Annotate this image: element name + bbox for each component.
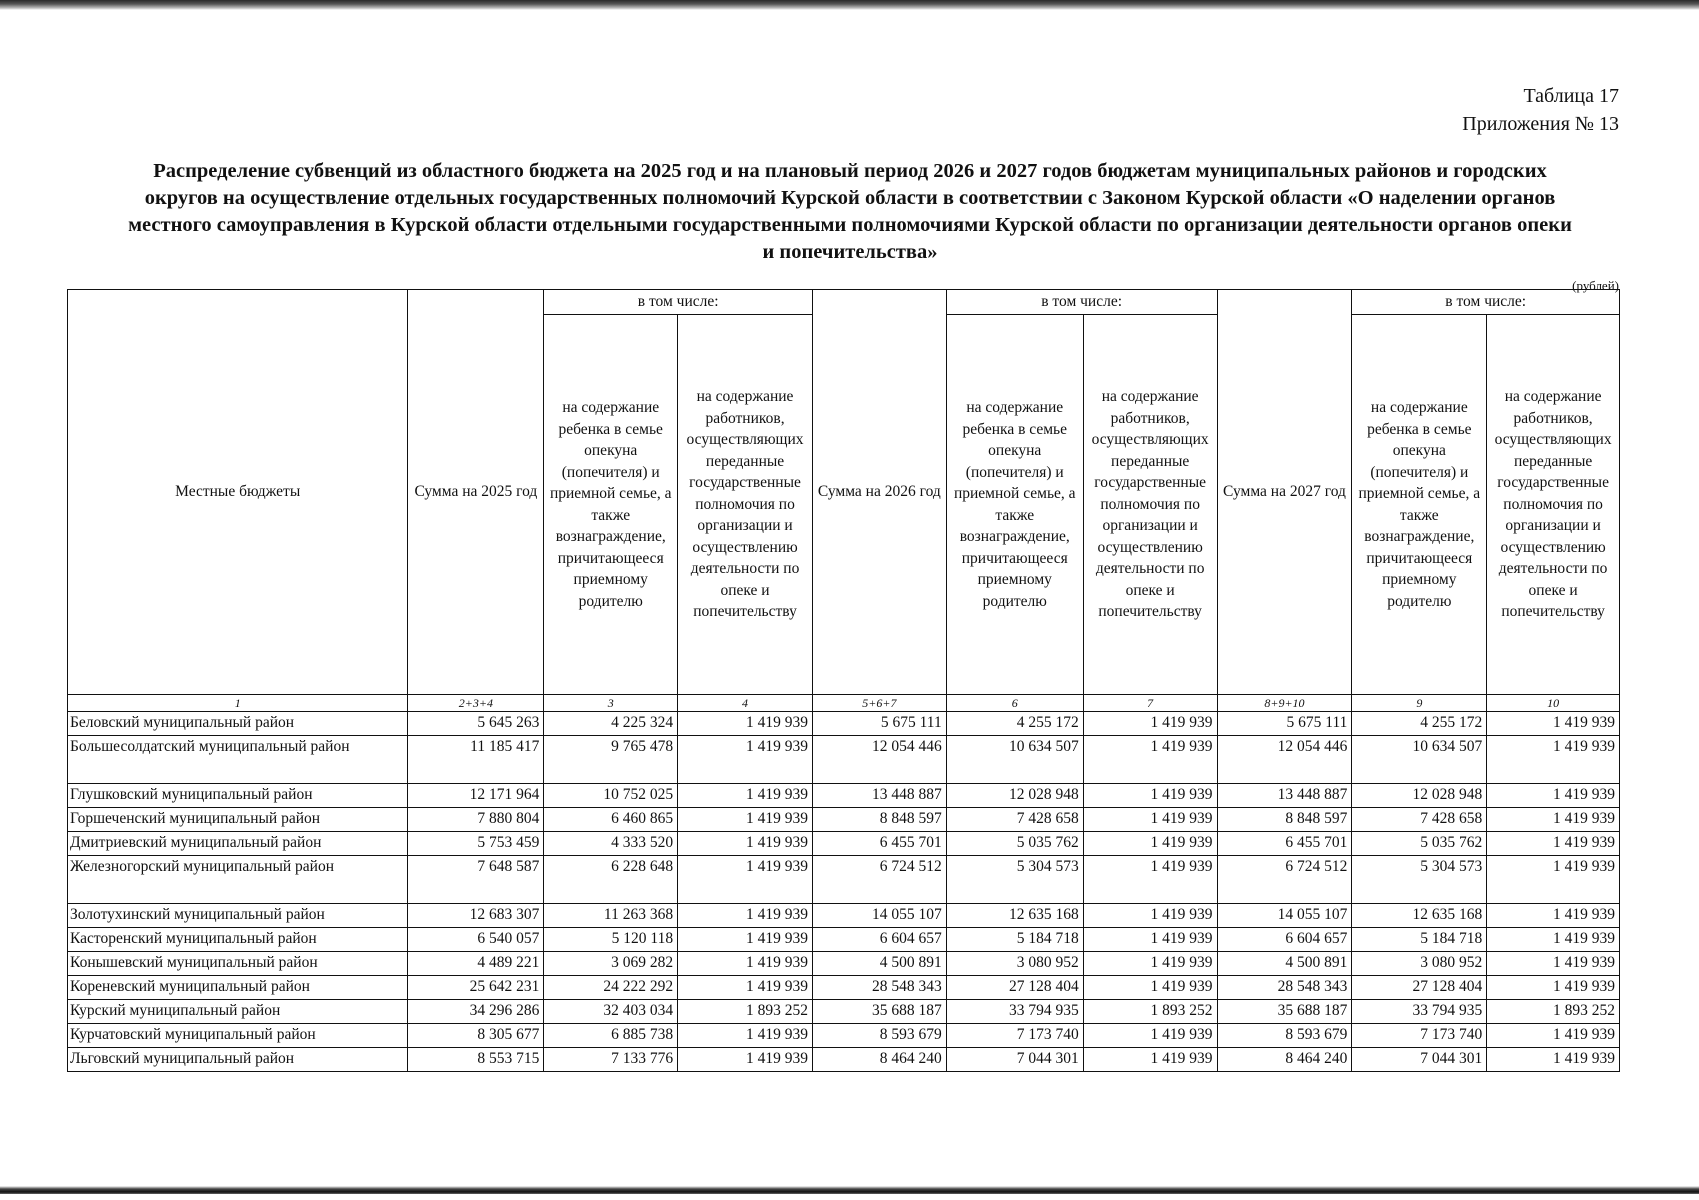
header-including-2026: в том числе:	[946, 290, 1217, 315]
row-amount: 7 044 301	[946, 1048, 1083, 1072]
title-line: округов на осуществление отдельных государственных полномочий Курской области в соответствии с Законом Курской области «О наделении органов	[144, 187, 1556, 209]
row-amount: 1 419 939	[1083, 712, 1217, 736]
title-line: Распределение субвенций из областного бюджета на 2025 год и на плановый период 2026 и 2027 годов бюджетам муниципальных районов и городских	[153, 160, 1547, 182]
row-amount: 33 794 935	[1352, 1000, 1487, 1024]
row-amount: 10 634 507	[1352, 736, 1487, 784]
column-number: 1	[68, 695, 408, 712]
column-number: 7	[1083, 695, 1217, 712]
row-budget-name: Льговский муниципальный район	[68, 1048, 408, 1072]
table-row	[68, 784, 1620, 808]
column-number: 3	[544, 695, 678, 712]
row-amount: 1 419 939	[678, 952, 813, 976]
row-amount: 4 255 172	[946, 712, 1083, 736]
header-sum-2026: Сумма на 2026 год	[812, 290, 946, 695]
row-amount: 5 304 573	[946, 856, 1083, 904]
row-amount: 4 500 891	[812, 952, 946, 976]
column-number: 5+6+7	[812, 695, 946, 712]
row-amount: 1 419 939	[1487, 1048, 1620, 1072]
row-amount: 1 419 939	[1487, 712, 1620, 736]
row-amount: 34 296 286	[408, 1000, 544, 1024]
row-amount: 1 419 939	[678, 808, 813, 832]
row-amount: 6 604 657	[1217, 928, 1352, 952]
row-budget-name: Глушковский муниципальный район	[68, 784, 408, 808]
row-amount: 5 645 263	[408, 712, 544, 736]
row-amount: 1 419 939	[1487, 832, 1620, 856]
row-amount: 3 069 282	[544, 952, 678, 976]
row-amount: 8 553 715	[408, 1048, 544, 1072]
row-amount: 5 675 111	[812, 712, 946, 736]
row-amount: 1 419 939	[678, 736, 813, 784]
header-sum-2027: Сумма на 2027 год	[1217, 290, 1352, 695]
row-amount: 1 419 939	[1487, 928, 1620, 952]
row-budget-name: Дмитриевский муниципальный район	[68, 832, 408, 856]
row-amount: 8 593 679	[1217, 1024, 1352, 1048]
header-staff-upkeep-2026: на содержание работников, осуществляющих переданные государственные полномочия по организации и осуществлению деятельности по опеке и попечительству	[1083, 315, 1217, 695]
row-amount: 3 080 952	[1352, 952, 1487, 976]
row-amount: 12 683 307	[408, 904, 544, 928]
row-amount: 1 419 939	[1083, 952, 1217, 976]
column-number-row	[68, 695, 1620, 712]
row-budget-name: Касторенский муниципальный район	[68, 928, 408, 952]
row-amount: 5 120 118	[544, 928, 678, 952]
table-reference	[1462, 82, 1619, 138]
row-amount: 3 080 952	[946, 952, 1083, 976]
row-amount: 12 054 446	[1217, 736, 1352, 784]
header-staff-upkeep-2027: на содержание работников, осуществляющих переданные государственные полномочия по организации и осуществлению деятельности по опеке и попечительству	[1487, 315, 1620, 695]
row-budget-name: Горшеченский муниципальный район	[68, 808, 408, 832]
column-number: 9	[1352, 695, 1487, 712]
row-amount: 6 460 865	[544, 808, 678, 832]
row-amount: 1 419 939	[1487, 736, 1620, 784]
table-row	[68, 736, 1620, 784]
header-local-budgets: Местные бюджеты	[68, 290, 408, 695]
table-row	[68, 928, 1620, 952]
row-amount: 4 225 324	[544, 712, 678, 736]
appendix-label: Приложения № 13	[1462, 113, 1619, 135]
row-budget-name: Железногорский муниципальный район	[68, 856, 408, 904]
table-row	[68, 976, 1620, 1000]
units-note: (рублей)	[1572, 278, 1619, 293]
row-amount: 1 419 939	[1083, 784, 1217, 808]
row-amount: 6 885 738	[544, 1024, 678, 1048]
row-amount: 1 419 939	[678, 928, 813, 952]
row-amount: 1 419 939	[1487, 952, 1620, 976]
row-amount: 10 634 507	[946, 736, 1083, 784]
scan-edge-bottom	[0, 1186, 1699, 1194]
row-amount: 12 635 168	[946, 904, 1083, 928]
row-amount: 1 893 252	[678, 1000, 813, 1024]
row-amount: 7 133 776	[544, 1048, 678, 1072]
row-amount: 35 688 187	[1217, 1000, 1352, 1024]
subvention-table	[67, 289, 1620, 1072]
row-amount: 8 593 679	[812, 1024, 946, 1048]
row-amount: 1 419 939	[1083, 976, 1217, 1000]
row-amount: 1 419 939	[1083, 1048, 1217, 1072]
row-amount: 5 184 718	[946, 928, 1083, 952]
column-number: 10	[1487, 695, 1620, 712]
row-amount: 6 540 057	[408, 928, 544, 952]
row-amount: 4 489 221	[408, 952, 544, 976]
table-row	[68, 712, 1620, 736]
row-amount: 13 448 887	[812, 784, 946, 808]
row-budget-name: Кореневский муниципальный район	[68, 976, 408, 1000]
header-child-upkeep-2025: на содержание ребенка в семье опекуна (попечителя) и приемной семье, а также вознаграждение, причитающееся приемному родителю	[544, 315, 678, 695]
table-row	[68, 1000, 1620, 1024]
row-amount: 1 419 939	[678, 784, 813, 808]
row-amount: 27 128 404	[1352, 976, 1487, 1000]
row-amount: 1 419 939	[1083, 736, 1217, 784]
row-amount: 1 419 939	[678, 712, 813, 736]
row-amount: 5 753 459	[408, 832, 544, 856]
row-budget-name: Конышевский муниципальный район	[68, 952, 408, 976]
row-amount: 4 333 520	[544, 832, 678, 856]
table-row	[68, 832, 1620, 856]
row-amount: 5 184 718	[1352, 928, 1487, 952]
row-amount: 11 185 417	[408, 736, 544, 784]
column-number: 4	[678, 695, 813, 712]
row-amount: 7 428 658	[1352, 808, 1487, 832]
row-amount: 14 055 107	[812, 904, 946, 928]
row-amount: 12 028 948	[946, 784, 1083, 808]
header-including-2025: в том числе:	[544, 290, 813, 315]
row-budget-name: Большесолдатский муниципальный район	[68, 736, 408, 784]
row-amount: 25 642 231	[408, 976, 544, 1000]
row-budget-name: Беловский муниципальный район	[68, 712, 408, 736]
row-amount: 9 765 478	[544, 736, 678, 784]
row-amount: 27 128 404	[946, 976, 1083, 1000]
row-amount: 1 419 939	[1083, 856, 1217, 904]
row-amount: 1 419 939	[1083, 808, 1217, 832]
table-row	[68, 1024, 1620, 1048]
column-number: 8+9+10	[1217, 695, 1352, 712]
row-amount: 12 028 948	[1352, 784, 1487, 808]
row-amount: 1 419 939	[678, 1024, 813, 1048]
row-amount: 1 419 939	[1083, 904, 1217, 928]
row-amount: 1 419 939	[1487, 784, 1620, 808]
row-amount: 5 675 111	[1217, 712, 1352, 736]
row-amount: 8 464 240	[1217, 1048, 1352, 1072]
row-amount: 10 752 025	[544, 784, 678, 808]
row-budget-name: Курчатовский муниципальный район	[68, 1024, 408, 1048]
row-amount: 6 724 512	[812, 856, 946, 904]
row-amount: 7 173 740	[1352, 1024, 1487, 1048]
header-sum-2025: Сумма на 2025 год	[408, 290, 544, 695]
row-amount: 1 419 939	[1487, 1024, 1620, 1048]
row-amount: 12 054 446	[812, 736, 946, 784]
row-amount: 8 464 240	[812, 1048, 946, 1072]
row-amount: 7 428 658	[946, 808, 1083, 832]
row-amount: 8 848 597	[1217, 808, 1352, 832]
row-amount: 24 222 292	[544, 976, 678, 1000]
row-amount: 7 044 301	[1352, 1048, 1487, 1072]
row-amount: 7 648 587	[408, 856, 544, 904]
header-including-2027: в том числе:	[1352, 290, 1620, 315]
row-amount: 12 171 964	[408, 784, 544, 808]
header-row-top	[68, 290, 1620, 315]
table-row	[68, 856, 1620, 904]
row-amount: 5 304 573	[1352, 856, 1487, 904]
row-amount: 6 724 512	[1217, 856, 1352, 904]
row-amount: 6 455 701	[1217, 832, 1352, 856]
row-amount: 1 419 939	[1083, 1024, 1217, 1048]
row-amount: 1 419 939	[678, 832, 813, 856]
row-amount: 8 848 597	[812, 808, 946, 832]
row-amount: 6 604 657	[812, 928, 946, 952]
row-amount: 6 455 701	[812, 832, 946, 856]
row-amount: 6 228 648	[544, 856, 678, 904]
row-amount: 5 035 762	[1352, 832, 1487, 856]
row-amount: 32 403 034	[544, 1000, 678, 1024]
table-row	[68, 1048, 1620, 1072]
row-amount: 28 548 343	[812, 976, 946, 1000]
row-amount: 11 263 368	[544, 904, 678, 928]
row-amount: 1 419 939	[678, 976, 813, 1000]
row-amount: 1 419 939	[1487, 904, 1620, 928]
column-number: 6	[946, 695, 1083, 712]
title-line: местного самоуправления в Курской области отдельными государственными полномочиями Курской области по организации деятельности органов опеки	[128, 214, 1572, 236]
column-number: 2+3+4	[408, 695, 544, 712]
row-amount: 4 500 891	[1217, 952, 1352, 976]
document-title	[60, 158, 1640, 266]
row-amount: 1 419 939	[678, 856, 813, 904]
row-budget-name: Золотухинский муниципальный район	[68, 904, 408, 928]
row-amount: 1 893 252	[1083, 1000, 1217, 1024]
row-amount: 1 419 939	[1487, 808, 1620, 832]
row-amount: 1 419 939	[1083, 832, 1217, 856]
row-amount: 1 419 939	[1083, 928, 1217, 952]
row-amount: 8 305 677	[408, 1024, 544, 1048]
row-amount: 1 893 252	[1487, 1000, 1620, 1024]
header-child-upkeep-2027: на содержание ребенка в семье опекуна (попечителя) и приемной семье, а также вознаграждение, причитающееся приемному родителю	[1352, 315, 1487, 695]
row-amount: 4 255 172	[1352, 712, 1487, 736]
row-budget-name: Курский муниципальный район	[68, 1000, 408, 1024]
row-amount: 33 794 935	[946, 1000, 1083, 1024]
row-amount: 35 688 187	[812, 1000, 946, 1024]
row-amount: 28 548 343	[1217, 976, 1352, 1000]
row-amount: 7 173 740	[946, 1024, 1083, 1048]
table-label: Таблица 17	[1523, 85, 1619, 107]
row-amount: 12 635 168	[1352, 904, 1487, 928]
row-amount: 7 880 804	[408, 808, 544, 832]
row-amount: 1 419 939	[1487, 976, 1620, 1000]
row-amount: 1 419 939	[1487, 856, 1620, 904]
header-staff-upkeep-2025: на содержание работников, осуществляющих переданные государственные полномочия по организации и осуществлению деятельности по опеке и попечительству	[678, 315, 813, 695]
row-amount: 5 035 762	[946, 832, 1083, 856]
scan-edge-top	[0, 0, 1699, 10]
row-amount: 1 419 939	[678, 1048, 813, 1072]
table-row	[68, 808, 1620, 832]
row-amount: 1 419 939	[678, 904, 813, 928]
table-row	[68, 904, 1620, 928]
row-amount: 13 448 887	[1217, 784, 1352, 808]
row-amount: 14 055 107	[1217, 904, 1352, 928]
header-child-upkeep-2026: на содержание ребенка в семье опекуна (попечителя) и приемной семье, а также вознаграждение, причитающееся приемному родителю	[946, 315, 1083, 695]
table-row	[68, 952, 1620, 976]
title-line: и попечительства»	[762, 241, 938, 263]
